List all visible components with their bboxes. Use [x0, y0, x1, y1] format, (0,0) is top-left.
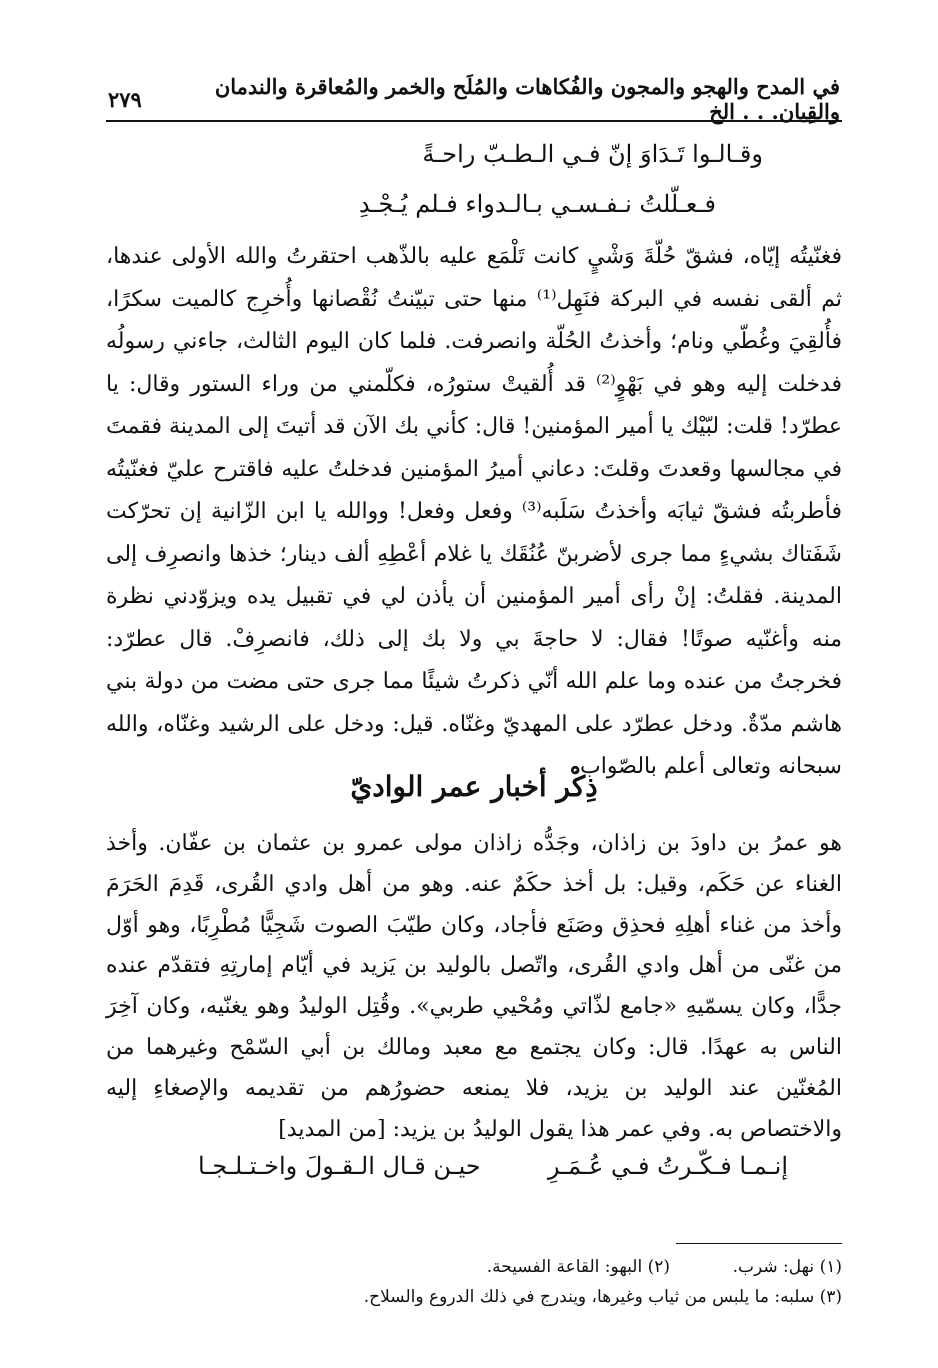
verse-line-1: وقـالـوا تَـدَاوَ إنّ فـي الـطـبّ راحـةً [422, 140, 763, 168]
footnote-3: (٣) سلبه: ما يلبس من ثياب وغيرها، ويندرج في ذلك الدروع والسلاح. [363, 1287, 842, 1307]
footnote-1: (١) نهل: شرب. [732, 1257, 842, 1277]
verse-second-hemistich: حيـن قـال الـقـولَ واخـتـلـجـا [198, 1152, 481, 1180]
page-number: ٢٧٩ [108, 86, 142, 112]
section-title: ذِكْر أخبار عمر الواديّ [350, 770, 598, 803]
footnote-2: (٢) البهو: القاعة الفسيحة. [486, 1257, 670, 1277]
paragraph-text: هو عمرُ بن داودَ بن زاذان، وجَدُّه زاذان مولى عمرو بن عثمان بن عفّان. وأخذ الغناء عن حَكَم، وقيل: بل أخذ حكَمٌ عنه. وهو من أهل وادي القُرى، قَدِمَ الحَرَمَ وأخذ من غناء أهلِهِ فحذِق وصَنَع فأجاد، وكان طيّبَ الصوت شَجِيًّا مُطْرِبًا، وهو أوّل من غنّى من أهل وادي القُرى، واتّصل بالوليد بن يَزيد في أيّام إمارتِهِ فتقدّم عنده جدًّا، وكان يسمّيهِ «جامع لذّاتي ومُحْيي طربي». وقُتِل الوليدُ وهو يغنّيه، وكان آخِرَ الناس به عهدًا. قال: وكان يجتمع مع معبد ومالك بن أبي السّمْح وغيرهما من المُغنّين عند الوليد بن يزيد، فلا يمنعه حضورُهم من تقديمه والإصغاءِ إليه والاختصاص به. وفي عمر هذا يقول الوليدُ بن يزيد: [من المديد] [106, 831, 842, 1142]
verse-first-hemistich: إنـمـا فـكّـرتُ فـي عُـمَـرِ [547, 1152, 788, 1180]
footnote-row [106, 1252, 842, 1282]
footnote-rule [676, 1243, 842, 1244]
body-paragraph-1 [106, 236, 842, 789]
header-title: في المدح والهجو والمجون والفُكاهات والمُلَح والخمر والمُعاقرة والندمان والقِيان. . . الخ [214, 74, 840, 124]
paragraph-text: فغنّيتُه إيّاه، فشقّ حُلّةَ وَشْيٍ كانت تَلْمَع عليه بالذّهب احتقرتُ والله الأولى عندها، ثم ألقى نفسه في البركة فنَهِل⁽¹⁾ منها حتى تبيّنتُ نُقْصانها وأُخرِج كالميت سكرًا، فأُلقِيَ وغُطّي ونام؛ وأخذتُ الحُلّة وانصرفت. فلما كان اليوم الثالث، جاءني رسولُه فدخلت إليه وهو في بَهْوٍ⁽²⁾ قد أُلقيتْ ستورُه، فكلّمني من وراء الستور وقال: يا عطرّد! قلت: لبّيْك يا أمير المؤمنين! قال: كأني بك الآن قد أتيتَ إلى المدينة فقمتَ في مجالسها وقعدتَ وقلتَ: دعاني أميرُ المؤمنين فدخلتُ عليه فاقترح عليّ فغنّيتُه فأطربتُه فشقّ ثيابَه وأخذتُ سَلَبه⁽³⁾ وفعل وفعل! ووالله يا ابن الزّانية إن تحرّكت شَفَتاك بشيءٍ مما جرى لأضربنّ عُنُقَك يا غلام أعْطِهِ ألف دينار؛ خذها وانصرِف إلى المدينة. فقلتُ: إنْ رأى أمير المؤمنين أن يأذن لي في تقبيل يده ويزوّدني نظرة منه وأغنّيه صوتًا! فقال: لا حاجةَ بي ولا بك إلى ذلك، فانصرِفْ. قال عطرّد: فخرجتُ من عنده وما علم الله أنّي ذكرتُ شيئًا مما جرى حتى مضت من دولة بني هاشم مدّةٌ. ودخل عطرّد على المهديّ وغنّاه. قيل: ودخل على الرشيد وغنّاه، والله سبحانه وتعالى أعلم بالصّواب. [106, 244, 842, 779]
header-rule [106, 120, 842, 122]
body-paragraph-2 [106, 824, 842, 1150]
footnotes [106, 1252, 842, 1312]
running-header [108, 74, 840, 124]
verse-couplet [198, 1152, 788, 1180]
verse-line-2: فـعـلّلتُ نـفـسـي بـالـدواء فـلم يُـجْـدِ [358, 190, 716, 218]
